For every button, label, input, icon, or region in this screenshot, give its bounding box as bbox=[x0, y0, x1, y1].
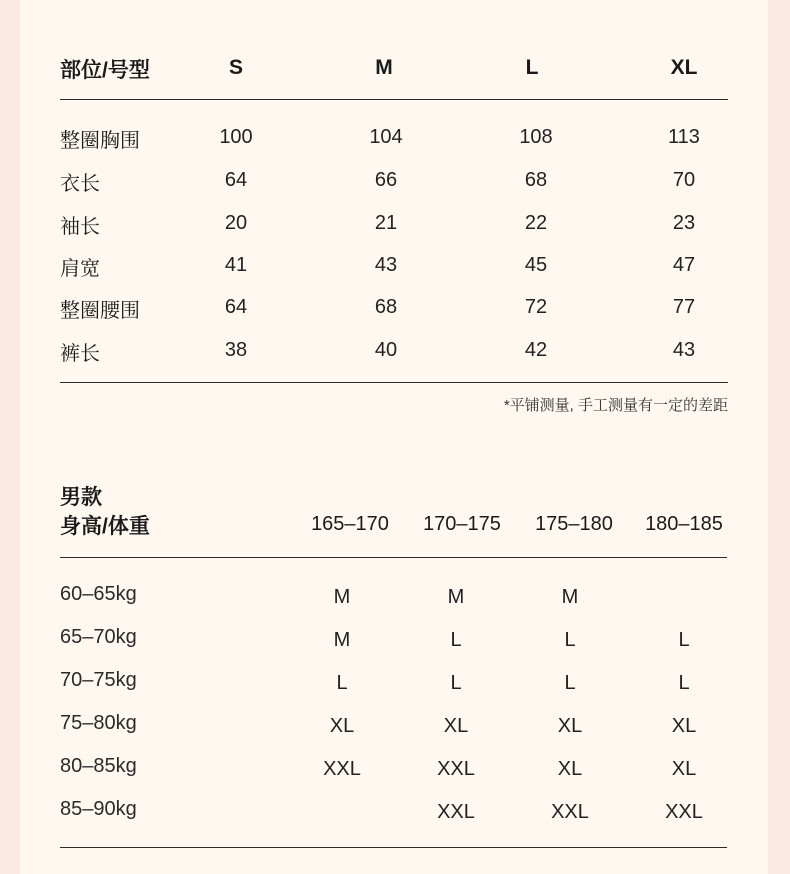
measure-value: 100 bbox=[219, 126, 253, 148]
measure-value: 64 bbox=[224, 169, 248, 191]
recommended-size: L bbox=[678, 672, 690, 694]
recommended-size: L bbox=[450, 629, 462, 651]
recommended-size: XL bbox=[557, 758, 583, 780]
measurement-note: *平铺测量, 手工测量有一定的差距 bbox=[503, 397, 728, 414]
measure-value: 43 bbox=[374, 254, 398, 276]
measure-value: 45 bbox=[524, 254, 548, 276]
fit-table-bottom-divider bbox=[60, 847, 727, 848]
measure-value: 66 bbox=[374, 169, 398, 191]
measure-value: 64 bbox=[224, 296, 248, 318]
measure-value: 22 bbox=[524, 212, 548, 234]
fit-table-title-line2: 身高/体重 bbox=[60, 515, 150, 538]
recommended-size: M bbox=[447, 586, 465, 608]
measure-value: 23 bbox=[672, 212, 696, 234]
recommended-size: M bbox=[333, 586, 351, 608]
weight-label: 85–90kg bbox=[60, 798, 137, 820]
measure-value: 68 bbox=[524, 169, 548, 191]
size-header-s: S bbox=[228, 56, 243, 79]
recommended-size: L bbox=[336, 672, 348, 694]
recommended-size: M bbox=[561, 586, 579, 608]
measure-value: 41 bbox=[224, 254, 248, 276]
measure-value: 20 bbox=[224, 212, 248, 234]
measure-value: 47 bbox=[672, 254, 696, 276]
measure-label: 裤长 bbox=[60, 343, 100, 365]
measure-value: 42 bbox=[524, 339, 548, 361]
measure-value: 104 bbox=[369, 126, 403, 148]
recommended-size: XL bbox=[443, 715, 469, 737]
fit-table-top-divider bbox=[60, 557, 727, 558]
recommended-size: XL bbox=[329, 715, 355, 737]
fit-table-title-line1: 男款 bbox=[60, 486, 102, 509]
recommended-size: XXL bbox=[665, 801, 703, 823]
measure-value: 108 bbox=[519, 126, 553, 148]
weight-label: 75–80kg bbox=[60, 712, 137, 734]
recommended-size: XL bbox=[671, 758, 697, 780]
measure-label: 肩宽 bbox=[60, 258, 100, 280]
size-header-l: L bbox=[525, 56, 539, 79]
recommended-size: XXL bbox=[437, 758, 475, 780]
measure-value: 72 bbox=[524, 296, 548, 318]
size-table-header-label: 部位/号型 bbox=[60, 59, 150, 82]
recommended-size: XXL bbox=[551, 801, 589, 823]
height-header: 170–175 bbox=[423, 513, 501, 535]
height-header: 175–180 bbox=[535, 513, 613, 535]
measure-label: 袖长 bbox=[60, 216, 100, 238]
measure-value: 68 bbox=[374, 296, 398, 318]
recommended-size: XL bbox=[557, 715, 583, 737]
measure-label: 衣长 bbox=[60, 173, 100, 195]
measure-value: 38 bbox=[224, 339, 248, 361]
recommended-size: L bbox=[564, 672, 576, 694]
recommended-size: L bbox=[678, 629, 690, 651]
recommended-size: L bbox=[450, 672, 462, 694]
height-header: 165–170 bbox=[311, 513, 389, 535]
size-chart-sheet bbox=[20, 0, 768, 874]
height-header: 180–185 bbox=[645, 513, 723, 535]
measure-value: 21 bbox=[374, 212, 398, 234]
measure-label: 整圈腰围 bbox=[60, 300, 140, 322]
weight-label: 70–75kg bbox=[60, 669, 137, 691]
measure-value: 70 bbox=[672, 169, 696, 191]
recommended-size: XL bbox=[671, 715, 697, 737]
size-header-m: M bbox=[375, 56, 393, 79]
size-table-top-divider bbox=[60, 99, 728, 100]
measure-label: 整圈胸围 bbox=[60, 130, 140, 152]
recommended-size: XXL bbox=[323, 758, 361, 780]
size-table-bottom-divider bbox=[60, 382, 728, 383]
weight-label: 65–70kg bbox=[60, 626, 137, 648]
measure-value: 40 bbox=[374, 339, 398, 361]
weight-label: 60–65kg bbox=[60, 583, 137, 605]
recommended-size: L bbox=[564, 629, 576, 651]
weight-label: 80–85kg bbox=[60, 755, 137, 777]
recommended-size: XXL bbox=[437, 801, 475, 823]
measure-value: 113 bbox=[668, 126, 700, 148]
recommended-size: M bbox=[333, 629, 351, 651]
measure-value: 43 bbox=[672, 339, 696, 361]
measure-value: 77 bbox=[672, 296, 696, 318]
size-header-xl: XL bbox=[670, 56, 698, 79]
